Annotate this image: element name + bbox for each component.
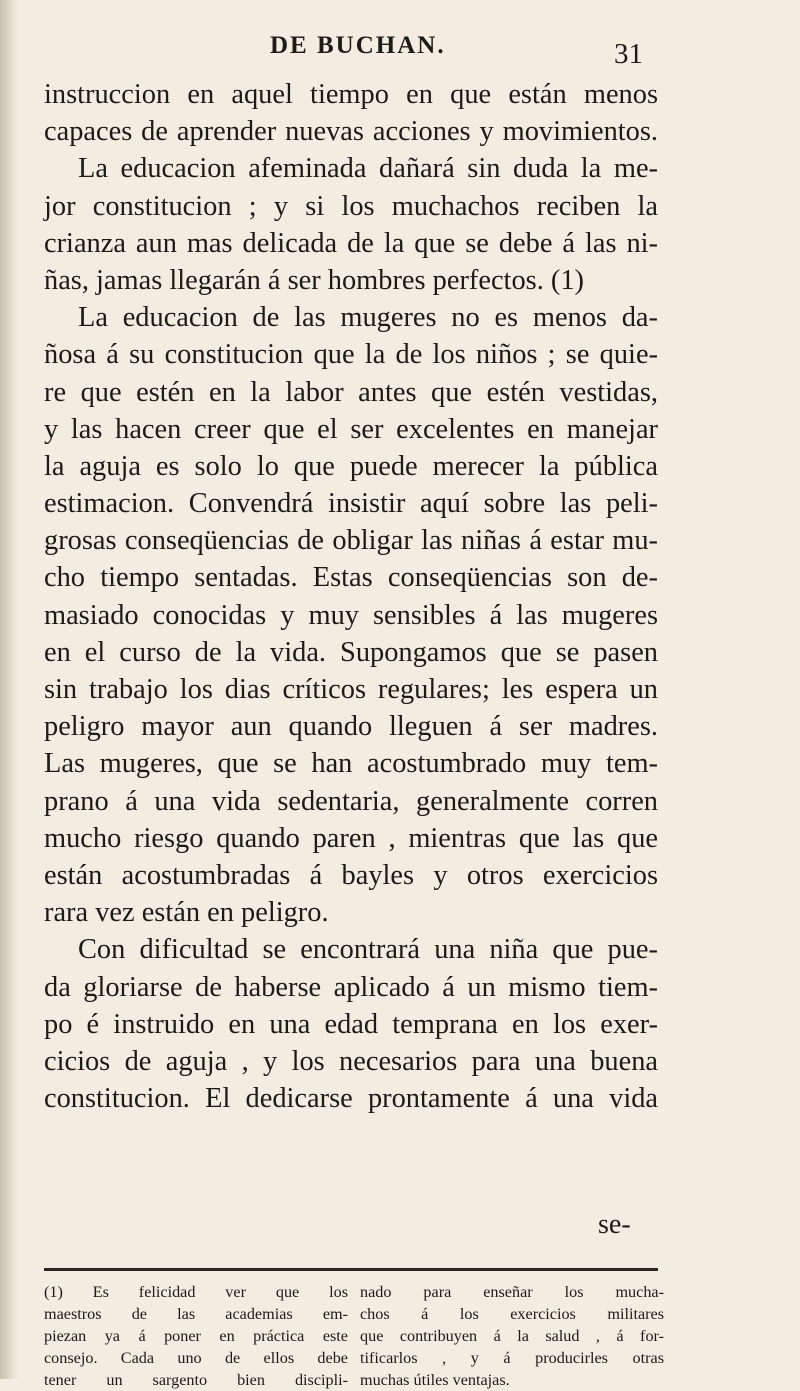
footnote-rule [44, 1268, 658, 1271]
text-line: re que estén en la labor antes que estén vestidas, [44, 376, 658, 408]
text-line: Las mugeres, que se han acostumbrado muy tem- [44, 748, 658, 780]
footnote-column-right [360, 1281, 664, 1391]
text-line: prano á una vida sedentaria, generalmente corren [44, 785, 658, 817]
footnote-line: chos á los exercicios militares [360, 1305, 664, 1323]
text-line: cicios de aguja , y los necesarios para una buena [44, 1045, 658, 1077]
text-line: La educacion de las mugeres no es menos da- [78, 302, 658, 334]
text-line: cho tiempo sentadas. Estas conseqüencias son de- [44, 562, 658, 594]
catchword: se- [598, 1209, 631, 1240]
text-line: y las hacen creer que el ser excelentes en manejar [44, 413, 658, 445]
text-line: ñosa á su constitucion que la de los niños ; se quie- [44, 339, 658, 371]
text-line: constitucion. El dedicarse prontamente á una vida [44, 1083, 658, 1115]
main-text [44, 76, 658, 1117]
text-line: po é instruido en una edad temprana en los exer- [44, 1008, 658, 1040]
footnote-line: tificarlos , y á producirles otras [360, 1349, 664, 1367]
footnote-line: maestros de las academias em- [44, 1305, 348, 1323]
footnote-column-left [44, 1281, 348, 1391]
footnote-line: (1) Es felicidad ver que los [44, 1283, 348, 1301]
footnote-line: que contribuyen á la salud , á for- [360, 1327, 664, 1345]
text-line: estimacion. Convendrá insistir aquí sobre las peli- [44, 488, 658, 520]
footnote-line: muchas útiles ventajas. [360, 1371, 510, 1389]
text-line: instruccion en aquel tiempo en que están menos [44, 79, 658, 110]
running-title: DE BUCHAN. [270, 32, 446, 59]
text-line: peligro mayor aun quando lleguen á ser madres. [44, 711, 658, 743]
running-head [0, 32, 800, 76]
page-number: 31 [614, 38, 643, 70]
text-line: crianza aun mas delicada de la que se debe á las ni- [44, 227, 658, 259]
text-line: sin trabajo los dias críticos regulares; les espera un [44, 674, 658, 705]
text-line: están acostumbradas á bayles y otros exercicios [44, 859, 658, 891]
text-line: la aguja es solo lo que puede merecer la pública [44, 450, 658, 482]
footnote-line: nado para enseñar los mucha- [360, 1283, 664, 1301]
text-line: da gloriarse de haberse aplicado á un mismo tiem- [44, 971, 658, 1003]
text-line: Con dificultad se encontrará una niña que pue- [78, 934, 658, 966]
text-line: en el curso de la vida. Supongamos que se pasen [44, 636, 658, 668]
footnote-line: piezan ya á poner en práctica este [44, 1327, 348, 1345]
text-line: La educacion afeminada dañará sin duda la me- [78, 153, 658, 185]
text-line: masiado conocidas y muy sensibles á las mugeres [44, 599, 658, 631]
text-line: mucho riesgo quando paren , mientras que las que [44, 822, 658, 854]
text-line: rara vez están en peligro. [44, 897, 329, 929]
footnote-line: tener un sargento bien discipli- [44, 1371, 348, 1389]
text-line: capaces de aprender nuevas acciones y movimientos. [44, 116, 658, 148]
text-line: ñas, jamas llegarán á ser hombres perfectos. (1) [44, 264, 584, 296]
text-line: jor constitucion ; y si los muchachos reciben la [44, 190, 658, 222]
text-line: grosas conseqüencias de obligar las niñas á estar mu- [44, 525, 658, 557]
footnote-line: consejo. Cada uno de ellos debe [44, 1349, 348, 1367]
page-gutter-shadow [0, 0, 18, 1379]
